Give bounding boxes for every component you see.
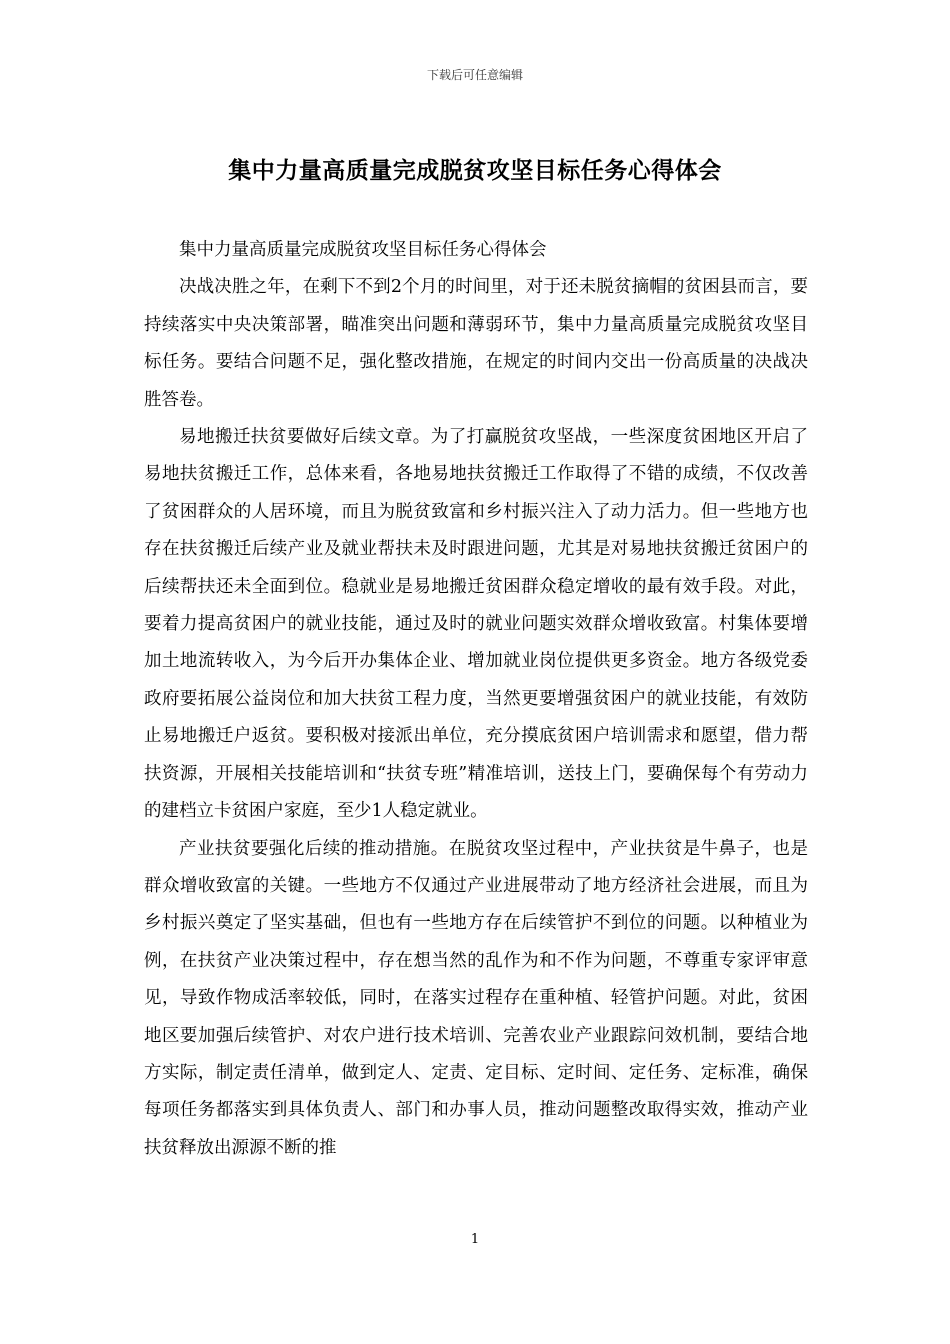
body-paragraph: 决战决胜之年，在剩下不到2个月的时间里，对于还未脱贫摘帽的贫困县而言，要持续落实中央决策部署，瞄准突出问题和薄弱环节，集中力量高质量完成脱贫攻坚目标任务。要结合问题不足，强化整改措施，在规定的时间内交出一份高质量的决战决胜答卷。: [144, 277, 808, 410]
body-paragraph: 易地搬迁扶贫要做好后续文章。为了打赢脱贫攻坚战，一些深度贫困地区开启了易地扶贫搬迁工作，总体来看，各地易地扶贫搬迁工作取得了不错的成绩，不仅改善了贫困群众的人居环境，而且为脱贫致富和乡村振兴注入了动力活力。但一些地方也存在扶贫搬迁后续产业及就业帮扶未及时跟进问题，尤其是对易地扶贫搬迁贫困户的后续帮扶还未全面到位。稳就业是易地搬迁贫困群众稳定增收的最有效手段。对此，要着力提高贫困户的就业技能，通过及时的就业问题实效群众增收致富。村集体要增加土地流转收入，为今后开办集体企业、增加就业岗位提供更多资金。地方各级党委政府要拓展公益岗位和加大扶贫工程力度，当然更要增强贫困户的就业技能，有效防止易地搬迁户返贫。要积极对接派出单位，充分摸底贫困户培训需求和愿望，借力帮扶资源，开展相关技能培训和“扶贫专班”精准培训，送技上门，要确保每个有劳动力的建档立卡贫困户家庭，至少1人稳定就业。: [144, 427, 808, 822]
body-paragraph: 产业扶贫要强化后续的推动措施。在脱贫攻坚过程中，产业扶贫是牛鼻子，也是群众增收致富的关键。一些地方不仅通过产业进展带动了地方经济社会进展，而且为乡村振兴奠定了坚实基础，但也有一些地方存在后续管护不到位的问题。以种植业为例，在扶贫产业决策过程中，存在想当然的乱作为和不作为问题，不尊重专家评审意见，导致作物成活率较低，同时，在落实过程存在重种植、轻管护问题。对此，贫困地区要加强后续管护、对农户进行技术培训、完善农业产业跟踪问效机制，要结合地方实际，制定责任清单，做到定人、定责、定目标、定时间、定任务、定标准，确保每项任务都落实到具体负责人、部门和办事人员，推动问题整改取得实效，推动产业扶贫释放出源源不断的推: [144, 838, 808, 1158]
page-number: 1: [470, 1232, 480, 1247]
document-title: 集中力量高质量完成脱贫攻坚目标任务心得体会: [228, 157, 722, 184]
header-note: 下载后可任意编辑: [426, 68, 523, 82]
body-paragraph-subtitle: 集中力量高质量完成脱贫攻坚目标任务心得体会: [179, 240, 547, 260]
document-body: [144, 232, 808, 1167]
